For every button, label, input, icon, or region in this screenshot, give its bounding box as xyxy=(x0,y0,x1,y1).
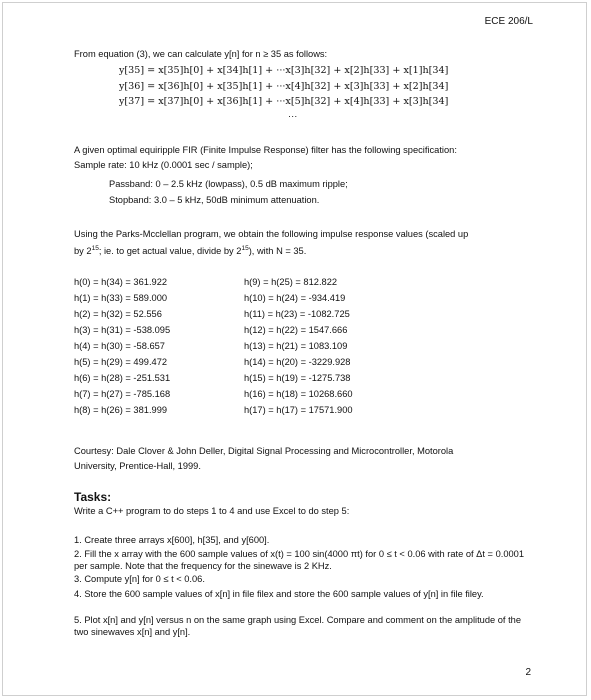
coefficient: h(2) = h(32) = 52.556 xyxy=(74,309,162,319)
coefficients-left-column xyxy=(74,277,170,421)
page-number: 2 xyxy=(525,667,531,678)
coefficient: h(12) = h(22) = 1547.666 xyxy=(244,325,348,335)
parks-text-a: by 2 xyxy=(74,246,92,256)
coefficient: h(5) = h(29) = 499.472 xyxy=(74,357,168,367)
tasks-subtitle: Write a C++ program to do steps 1 to 4 and use Excel to do step 5: xyxy=(74,506,350,516)
courtesy-line-1: Courtesy: Dale Clover & John Deller, Digital Signal Processing and Microcontroller, Motorola xyxy=(74,446,454,456)
coefficients-right-column xyxy=(244,277,353,421)
coefficient: h(13) = h(21) = 1083.109 xyxy=(244,341,348,351)
parks-exponent-2: 15 xyxy=(241,245,249,252)
coefficient: h(8) = h(26) = 381.999 xyxy=(74,405,168,415)
tasks-title: Tasks: xyxy=(74,490,112,504)
equation-y35: y[35] = x[35]h[0] + x[34]h[1] + ···x[3]h[32] + x[2]h[33] + x[1]h[34] xyxy=(119,65,449,76)
equation-y37: y[37] = x[37]h[0] + x[36]h[1] + ···x[5]h[32] + x[4]h[33] + x[3]h[34] xyxy=(119,96,449,107)
spec-passband: Passband: 0 – 2.5 kHz (lowpass), 0.5 dB maximum ripple; xyxy=(109,179,348,189)
coefficient: h(7) = h(27) = -785.168 xyxy=(74,389,171,399)
coefficient: h(15) = h(19) = -1275.738 xyxy=(244,373,351,383)
parks-exponent-1: 15 xyxy=(91,245,99,252)
equation-y36: y[36] = x[36]h[0] + x[35]h[1] + ···x[4]h[32] + x[3]h[33] + x[2]h[34] xyxy=(119,80,449,92)
task-5: 5. Plot x[n] and y[n] versus n on the same graph using Excel. Compare and comment on the amplitude of the two sinewaves x[n] and y[n]. xyxy=(74,615,522,637)
task-3: 3. Compute y[n] for 0 ≤ t < 0.06. xyxy=(74,574,205,584)
task-4: 4. Store the 600 sample values of x[n] in file filex and store the 600 sample values of y[n] in file filey. xyxy=(74,589,484,599)
equation-ellipsis: ··· xyxy=(288,111,298,121)
coefficient: h(4) = h(30) = -58.657 xyxy=(74,341,165,351)
spec-intro: A given optimal equiripple FIR (Finite Impulse Response) filter has the following specification: xyxy=(74,145,457,155)
spec-sample-rate: Sample rate: 10 kHz (0.0001 sec / sample); xyxy=(74,160,253,170)
parks-line-1: Using the Parks-Mcclellan program, we obtain the following impulse response values (scaled up xyxy=(74,229,469,239)
courtesy-line-2: University, Prentice-Hall, 1999. xyxy=(74,461,201,471)
coefficient: h(11) = h(23) = -1082.725 xyxy=(244,309,350,319)
parks-text-b: ; ie. to get actual value, divide by 2 xyxy=(98,246,242,256)
intro-text: From equation (3), we can calculate y[n] for n ≥ 35 as follows: xyxy=(74,49,328,59)
spec-stopband: Stopband: 3.0 – 5 kHz, 50dB minimum attenuation. xyxy=(109,195,320,205)
task-2: 2. Fill the x array with the 600 sample values of x(t) = 100 sin(4000 πt) for 0 ≤ t < 0.06 with rate of Δt = 0.0001 per sample. Note that the frequency for the sinewave is 2 KHz. xyxy=(74,549,525,571)
coefficient: h(6) = h(28) = -251.531 xyxy=(74,373,171,383)
coefficient: h(9) = h(25) = 812.822 xyxy=(244,277,338,287)
coefficient: h(17) = h(17) = 17571.900 xyxy=(244,405,353,415)
coefficient: h(0) = h(34) = 361.922 xyxy=(74,277,168,287)
equation-block xyxy=(119,63,448,110)
coefficient: h(16) = h(18) = 10268.660 xyxy=(244,389,353,399)
course-code: ECE 206/L xyxy=(484,16,533,27)
coefficient: h(14) = h(20) = -3229.928 xyxy=(244,357,351,367)
coefficient: h(1) = h(33) = 589.000 xyxy=(74,293,168,303)
parks-text-c: ), with N = 35. xyxy=(248,246,307,256)
parks-line-2 xyxy=(74,243,306,257)
coefficient: h(3) = h(31) = -538.095 xyxy=(74,325,171,335)
task-1: 1. Create three arrays x[600], h[35], and y[600]. xyxy=(74,535,270,545)
coefficient: h(10) = h(24) = -934.419 xyxy=(244,293,346,303)
